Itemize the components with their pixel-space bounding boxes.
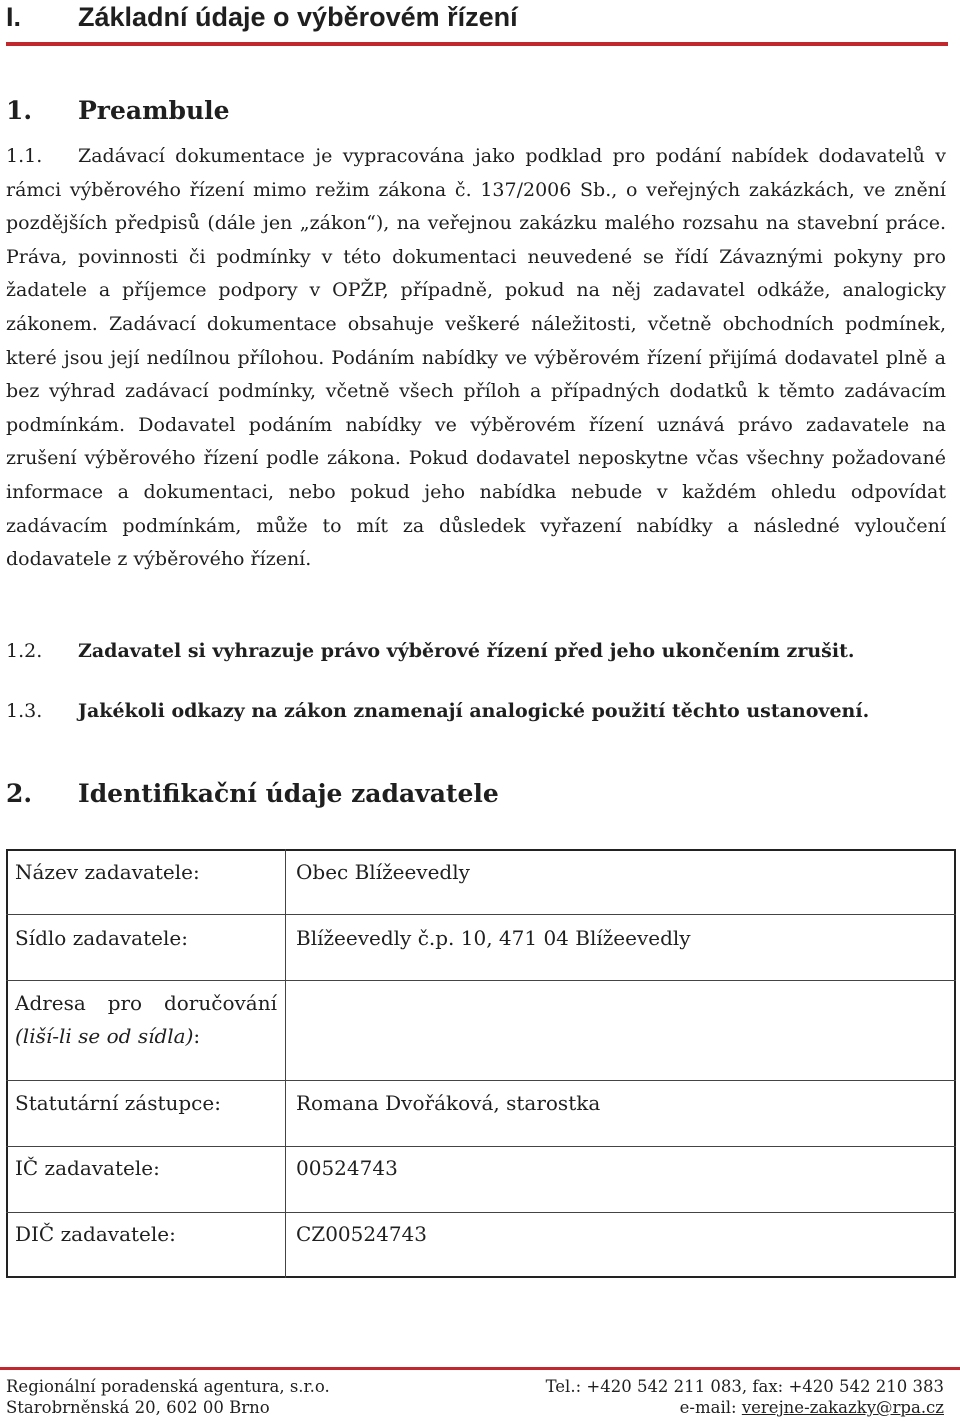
heading-rule	[6, 42, 948, 46]
name-label: Název zadavatele:	[15, 860, 200, 884]
dic-label: DIČ zadavatele:	[15, 1222, 176, 1246]
preamble-heading	[6, 96, 230, 126]
paragraph-line-8: Podáním nabídky ve výběrovém řízení přijímá dodavatel plně a bez výhrad zadávací	[6, 346, 946, 403]
delivery-address-colon: :	[193, 1024, 201, 1048]
table-row-divider	[6, 980, 956, 981]
preamble-number: 1.	[6, 96, 33, 125]
identification-heading	[6, 779, 499, 809]
paragraph-line-3: zakázkách, ve znění pozdějších předpisů (dále jen „zákon“), na veřejnou zakázku malého	[6, 178, 946, 235]
paragraph-line-5: neuvedené se řídí Závaznými pokyny pro žadatele a příjemce podpory v OPŽP, případně,	[6, 245, 946, 302]
section-number: I.	[6, 2, 22, 32]
paragraph-line-1: Zadávací dokumentace je vypracována jako podklad pro podání nabídek	[78, 145, 809, 167]
table-row-divider	[6, 1212, 956, 1213]
section-title: Základní údaje o výběrovém řízení	[78, 2, 518, 32]
seat-label: Sídlo zadavatele:	[15, 926, 188, 950]
paragraph-number: 1.1.	[6, 145, 43, 167]
section-heading	[6, 0, 950, 34]
clause-number: 1.2.	[6, 640, 43, 662]
paragraph-line-2: dodavatelů v rámci výběrového řízení mimo režim zákona č. 137/2006 Sb., o veřejných	[6, 145, 946, 201]
paragraph-line-14: dodavatele z výběrového řízení.	[6, 548, 312, 571]
footer-email-label: e-mail:	[679, 1398, 742, 1417]
name-value: Obec Blížeevedly	[296, 860, 470, 884]
footer-email-link[interactable]: verejne-zakazky@rpa.cz	[741, 1398, 944, 1417]
delivery-address-label: Adresa pro doručování	[15, 991, 277, 1015]
footer-phone: Tel.: +420 542 211 083, fax: +420 542 210 383	[545, 1377, 944, 1396]
identification-title: Identifikační údaje zadavatele	[78, 779, 499, 808]
seat-value: Blížeevedly č.p. 10, 471 04 Blížeevedly	[296, 926, 691, 950]
dic-value: CZ00524743	[296, 1222, 427, 1246]
clause-text: Jakékoli odkazy na zákon znamenají analogické použití těchto ustanovení.	[78, 700, 870, 722]
paragraph-line-4: rozsahu na stavební práce. Práva, povinnosti či podmínky v této dokumentaci	[6, 212, 946, 268]
table-row-divider	[6, 1080, 956, 1081]
delivery-address-note-text: (liší-li se od sídla)	[15, 1024, 194, 1048]
clause-1-2	[6, 636, 950, 666]
table-row-divider	[6, 1146, 956, 1147]
identification-number: 2.	[6, 779, 33, 808]
ico-label: IČ zadavatele:	[15, 1156, 160, 1180]
representative-label: Statutární zástupce:	[15, 1091, 221, 1115]
footer-rule	[0, 1367, 960, 1370]
paragraph-line-11: výběrového řízení podle zákona. Pokud dodavatel neposkytne včas všechny požadované	[84, 447, 946, 470]
paragraph-line-9: podmínky, včetně všech příloh a případných dodatků k těmto zadávacím podmínkám.	[6, 380, 946, 436]
clause-number: 1.3.	[6, 700, 43, 722]
clause-text: Zadavatel si vyhrazuje právo výběrové řízení před jeho ukončením zrušit.	[78, 640, 855, 662]
table-row-divider	[6, 914, 956, 915]
paragraph-line-13: zadávacím podmínkám, může to mít za důsledek vyřazení nabídky a následné vyloučení	[6, 514, 946, 537]
ico-value: 00524743	[296, 1156, 398, 1180]
preamble-paragraph	[6, 140, 946, 577]
paragraph-line-10: Dodavatel podáním nabídky ve výběrovém řízení uznává právo zadavatele na zrušení	[6, 413, 946, 470]
clause-1-3	[6, 696, 950, 726]
paragraph-line-12: informace a dokumentaci, nebo pokud jeho nabídka nebude v každém ohledu odpovídat	[6, 480, 946, 503]
delivery-address-note	[15, 1020, 200, 1053]
representative-value: Romana Dvořáková, starostka	[296, 1091, 601, 1115]
footer-email	[680, 1397, 944, 1418]
footer-address: Starobrněnská 20, 602 00 Brno	[6, 1398, 270, 1417]
preamble-title: Preambule	[78, 96, 230, 125]
paragraph-line-7: veškeré náležitosti, včetně obchodních podmínek, které jsou její nedílnou přílohou.	[6, 312, 946, 369]
footer-company: Regionální poradenská agentura, s.r.o.	[6, 1377, 330, 1396]
paragraph-line-6: pokud na něj zadavatel odkáže, analogicky zákonem. Zadávací dokumentace obsahuje	[6, 279, 947, 335]
